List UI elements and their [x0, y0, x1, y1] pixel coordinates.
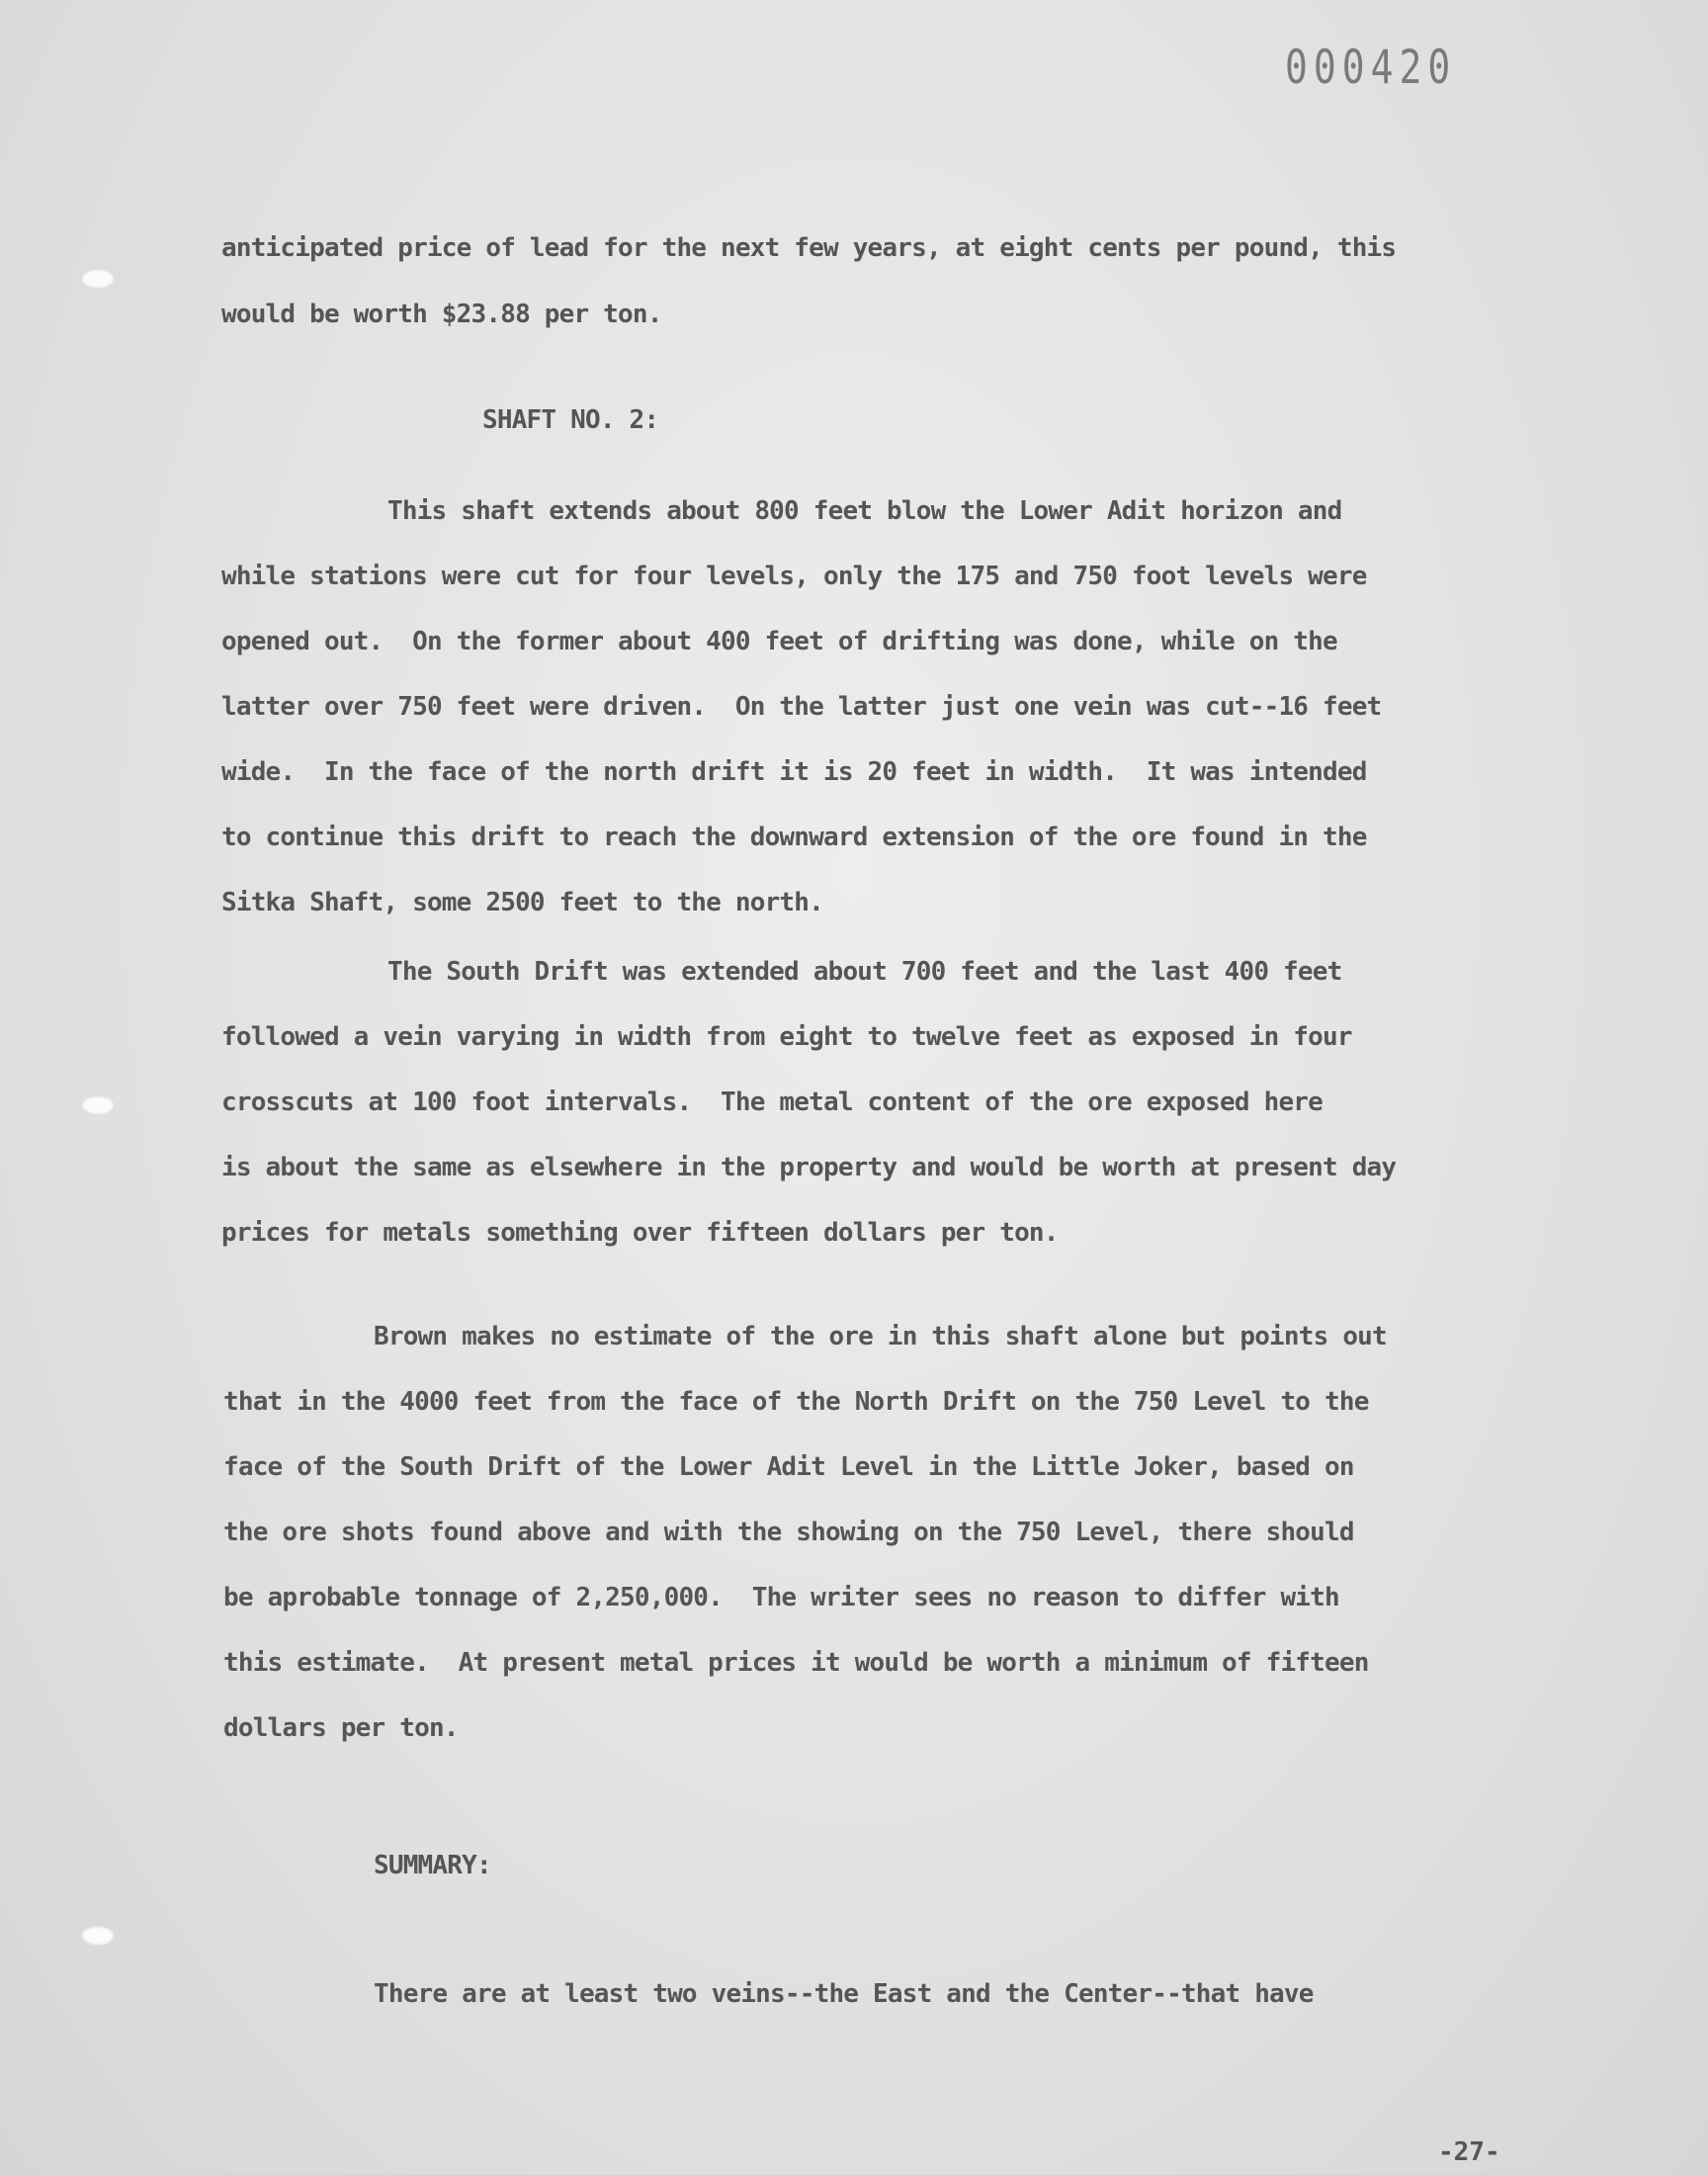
shaft-paragraph-1 — [221, 496, 1566, 941]
text-line: to continue this drift to reach the downward extension of the ore found in the — [221, 823, 1367, 852]
text-line: latter over 750 feet were driven. On the latter just one vein was cut--16 feet — [221, 692, 1382, 722]
text-line: wide. In the face of the north drift it is 20 feet in width. It was intended — [221, 757, 1367, 787]
document-stamp-number: 000420 — [1285, 40, 1457, 94]
intro-paragraph — [221, 233, 1546, 332]
text-line: face of the South Drift of the Lower Adit Level in the Little Joker, based on — [223, 1452, 1354, 1482]
text-line: followed a vein varying in width from eight to twelve feet as exposed in four — [221, 1022, 1352, 1052]
shaft-paragraph-2 — [221, 957, 1585, 1283]
page-number: -27- — [1438, 2137, 1500, 2167]
text-line: The South Drift was extended about 700 feet and the last 400 feet — [387, 957, 1342, 987]
text-line: opened out. On the former about 400 feet of drifting was done, while on the — [221, 627, 1337, 656]
text-line: There are at least two veins--the East and the Center--that have — [374, 1979, 1314, 2009]
punch-hole — [81, 1926, 115, 1946]
punch-hole — [81, 269, 115, 289]
punch-hole — [81, 1095, 115, 1115]
text-line: Sitka Shaft, some 2500 feet to the north. — [221, 888, 823, 917]
summary-paragraph — [374, 1979, 1560, 2019]
text-line: Brown makes no estimate of the ore in this shaft alone but points out — [374, 1322, 1387, 1351]
text-line: the ore shots found above and with the showing on the 750 Level, there should — [223, 1518, 1354, 1547]
text-line: crosscuts at 100 foot intervals. The metal content of the ore exposed here — [221, 1088, 1323, 1117]
text-line: be aprobable tonnage of 2,250,000. The writer sees no reason to differ with — [223, 1583, 1339, 1612]
brown-paragraph — [223, 1322, 1568, 1767]
text-line: prices for metals something over fifteen dollars per ton. — [221, 1218, 1059, 1248]
text-line: is about the same as elsewhere in the property and would be worth at present day — [221, 1153, 1397, 1182]
text-line: anticipated price of lead for the next few years, at eight cents per pound, this — [221, 233, 1397, 263]
text-line: would be worth $23.88 per ton. — [221, 300, 662, 329]
section-heading-summary: SUMMARY: — [374, 1851, 491, 1880]
text-line: this estimate. At present metal prices it would be worth a minimum of fifteen — [223, 1648, 1369, 1678]
text-line: This shaft extends about 800 feet blow the Lower Adit horizon and — [387, 496, 1342, 526]
text-line: while stations were cut for four levels, only the 175 and 750 foot levels were — [221, 562, 1367, 591]
text-line: that in the 4000 feet from the face of the North Drift on the 750 Level to the — [223, 1387, 1369, 1417]
section-heading-shaft-no-2: SHAFT NO. 2: — [482, 405, 659, 435]
text-line: dollars per ton. — [223, 1713, 459, 1743]
